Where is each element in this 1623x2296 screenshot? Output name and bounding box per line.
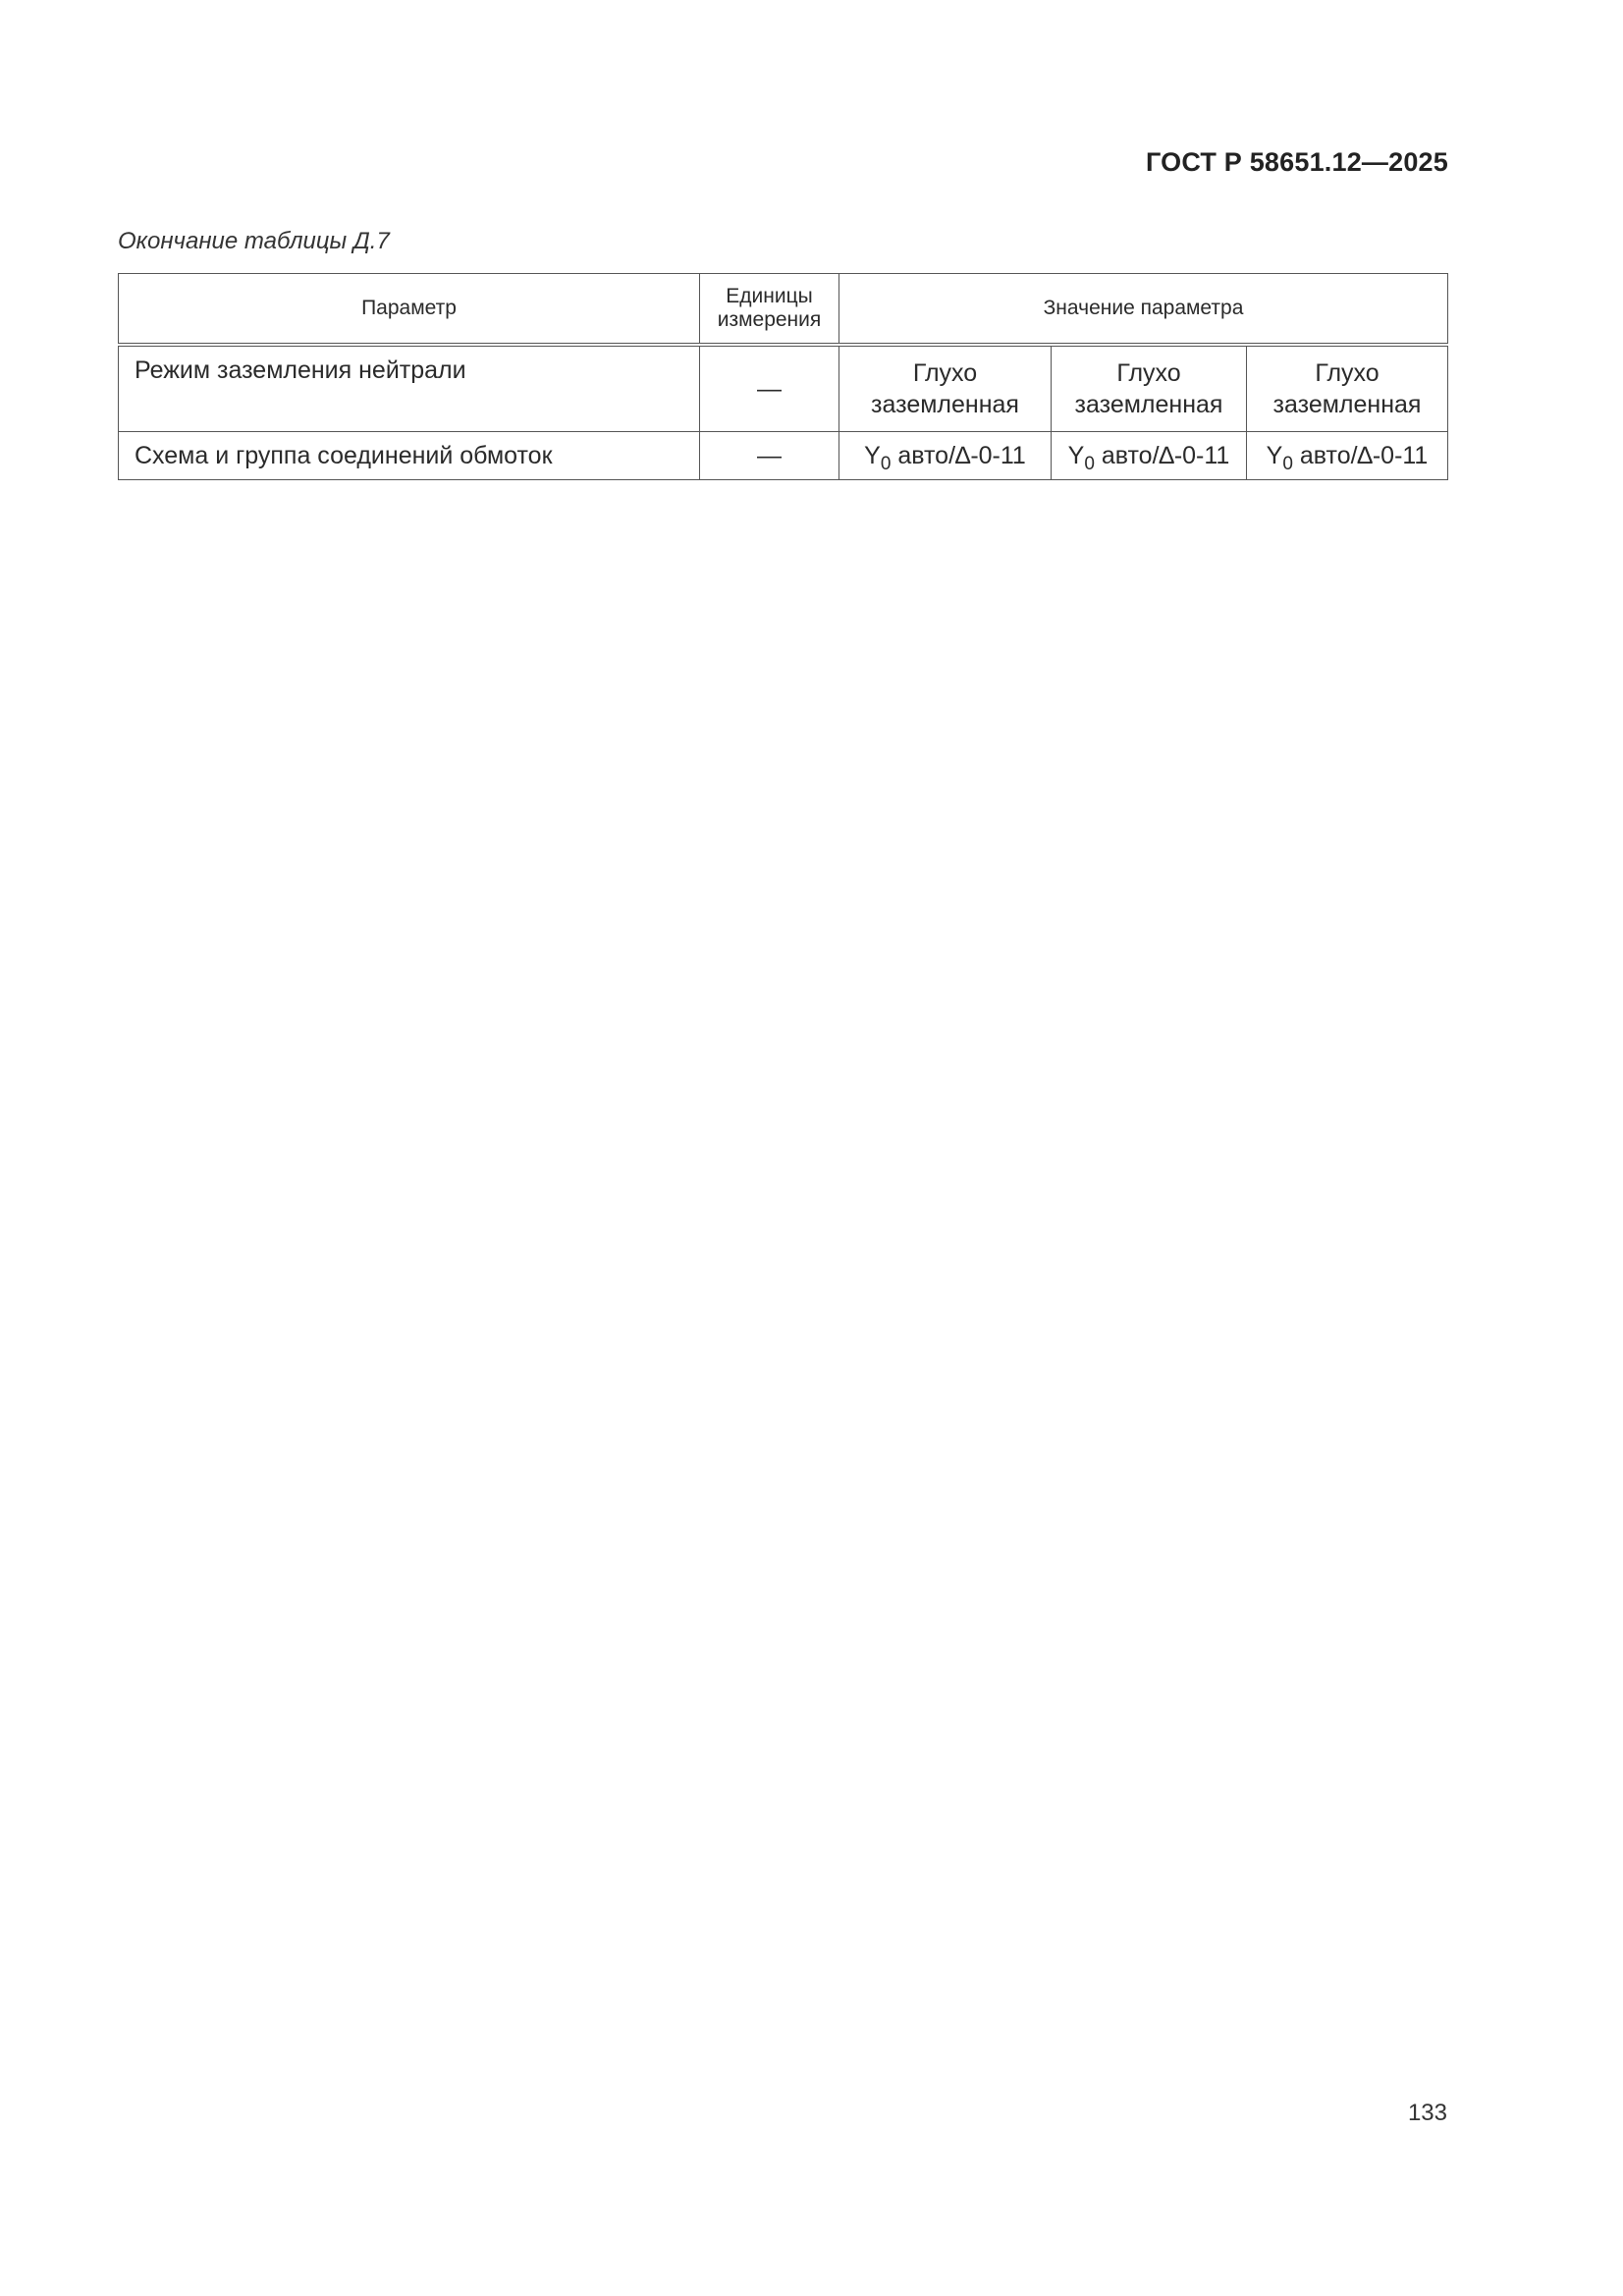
column-header-unit-line-1: Единицы <box>726 285 813 307</box>
parameter-cell: Схема и группа соединений обмоток <box>119 432 700 480</box>
value-cell <box>1247 432 1448 480</box>
winding-symbol: Y <box>1067 442 1085 469</box>
value-line: заземленная <box>1272 391 1422 418</box>
winding-subscript: 0 <box>1282 454 1293 474</box>
page-number: 133 <box>1407 2100 1447 2126</box>
column-header-unit <box>700 274 839 346</box>
winding-group: авто/∆-0-11 <box>891 442 1026 469</box>
table-row <box>119 432 1448 480</box>
value-cell <box>1052 345 1247 432</box>
column-header-value: Значение параметра <box>839 274 1448 346</box>
unit-cell: — <box>700 432 839 480</box>
parameter-cell: Режим заземления нейтрали <box>119 345 700 432</box>
unit-cell: — <box>700 345 839 432</box>
column-header-unit-line-2: измерения <box>717 308 822 331</box>
value-cell <box>839 345 1052 432</box>
value-line: Глухо <box>912 359 978 387</box>
winding-symbol: Y <box>864 442 881 469</box>
table-caption: Окончание таблицы Д.7 <box>118 228 390 254</box>
value-line: Глухо <box>1315 359 1380 387</box>
winding-group: авто/∆-0-11 <box>1094 442 1230 469</box>
value-line: заземленная <box>1074 391 1223 418</box>
value-cell <box>1247 345 1448 432</box>
table-header-row <box>119 274 1448 346</box>
table-row <box>119 345 1448 432</box>
parameters-table <box>118 273 1448 480</box>
winding-group: авто/∆-0-11 <box>1292 442 1429 469</box>
column-header-parameter: Параметр <box>119 274 700 346</box>
value-cell <box>1052 432 1247 480</box>
value-line: Глухо <box>1116 359 1181 387</box>
value-line: заземленная <box>871 391 1019 418</box>
winding-symbol: Y <box>1266 442 1283 469</box>
document-standard-id: ГОСТ Р 58651.12—2025 <box>1146 147 1448 177</box>
value-cell <box>839 432 1052 480</box>
winding-subscript: 0 <box>1084 454 1095 474</box>
winding-subscript: 0 <box>880 454 892 474</box>
